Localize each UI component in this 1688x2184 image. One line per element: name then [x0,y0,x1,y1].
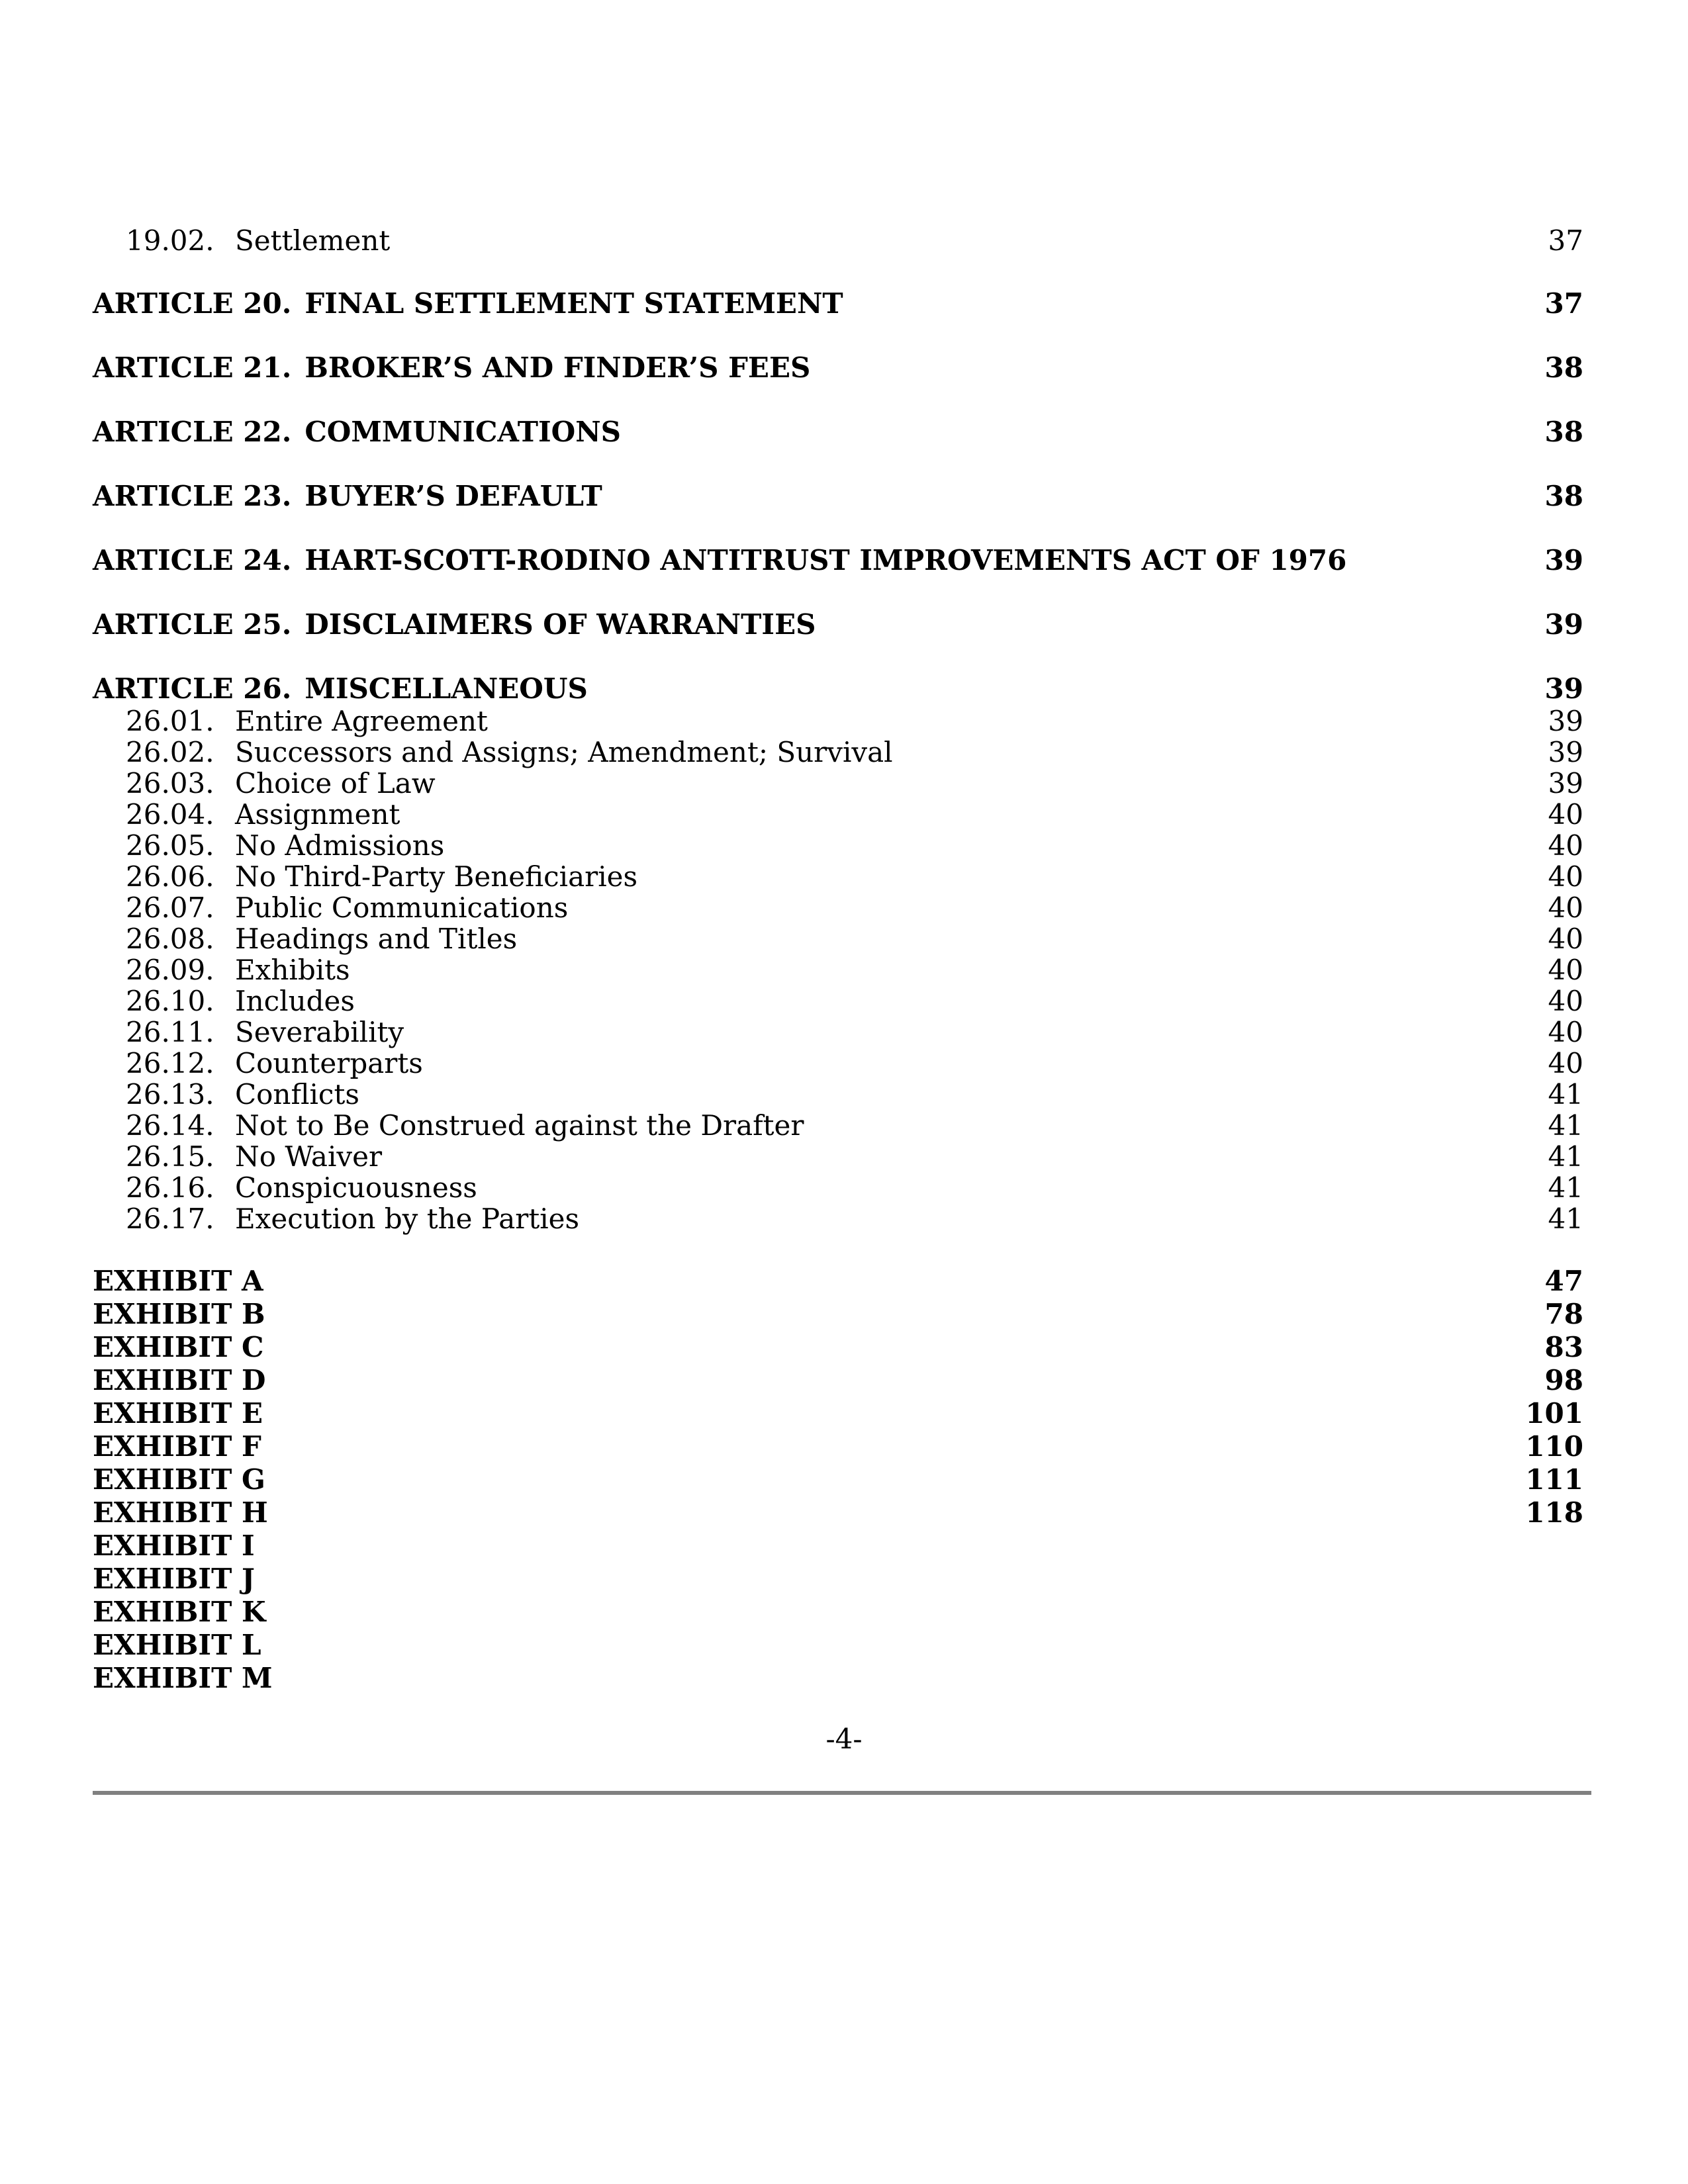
toc-entry-page: 38 [1544,351,1583,384]
toc-spacer [93,256,1583,287]
toc-entry-title: MISCELLANEOUS [305,672,588,705]
toc-entry-title: EXHIBIT H [93,1496,268,1529]
toc-exhibit-entry[interactable] [93,1331,1583,1364]
toc-entry-title: No Waiver [235,1140,383,1173]
toc-entry-title: EXHIBIT B [93,1298,265,1330]
toc-entry-title: Choice of Law [235,767,436,799]
toc-entry-page: 40 [1548,1047,1583,1079]
toc-section-entry[interactable] [93,954,1583,985]
toc-entry-title: EXHIBIT L [93,1629,261,1661]
toc-entry-number: ARTICLE 21. [93,351,292,384]
toc-entry-title: EXHIBIT F [93,1430,261,1463]
toc-entry-title: Conflicts [235,1078,359,1111]
toc-entry-number: ARTICLE 22. [93,416,292,448]
toc-entry-page: 78 [1544,1298,1583,1330]
toc-entry-number: 26.14. [126,1109,214,1142]
toc-entry-title: Headings and Titles [235,923,518,955]
toc-section-entry[interactable] [93,1017,1583,1048]
toc-spacer [93,641,1583,672]
toc-article-entry[interactable] [93,608,1583,641]
toc-entry-page: 40 [1548,985,1583,1017]
toc-exhibit-entry[interactable] [93,1529,1583,1563]
toc-entry-page: 39 [1544,544,1583,576]
toc-section-entry[interactable] [93,1110,1583,1141]
toc-entry-page: 118 [1525,1496,1583,1529]
table-of-contents [93,225,1583,1695]
toc-entry-page: 40 [1548,923,1583,955]
toc-entry-title: Successors and Assigns; Amendment; Survival [235,736,893,768]
toc-entry-title: No Admissions [235,829,445,862]
toc-article-entry[interactable] [93,543,1583,577]
toc-entry-page: 41 [1548,1140,1583,1173]
toc-entry-page: 47 [1544,1265,1583,1297]
toc-entry-title: Entire Agreement [235,705,488,737]
toc-entry-title: COMMUNICATIONS [305,416,621,448]
toc-entry-number: 26.06. [126,860,214,893]
toc-entry-title: Includes [235,985,355,1017]
toc-entry-title: Not to Be Construed against the Drafter [235,1109,804,1142]
toc-entry-number: ARTICLE 23. [93,480,292,512]
footer-rule [93,1791,1591,1795]
toc-exhibit-entry[interactable] [93,1596,1583,1629]
toc-section-entry[interactable] [93,985,1583,1017]
toc-entry-number: ARTICLE 20. [93,287,292,320]
toc-entry-title: EXHIBIT E [93,1397,263,1430]
toc-article-entry[interactable] [93,672,1583,705]
toc-entry-page: 111 [1525,1463,1583,1496]
toc-exhibit-entry[interactable] [93,1496,1583,1529]
toc-entry-number: ARTICLE 24. [93,544,292,576]
toc-entry-title: EXHIBIT I [93,1529,255,1562]
toc-exhibit-entry[interactable] [93,1629,1583,1662]
toc-entry-title: EXHIBIT D [93,1364,266,1396]
toc-section-entry[interactable] [93,1172,1583,1203]
toc-section-entry[interactable] [93,799,1583,830]
toc-entry-page: 83 [1544,1331,1583,1363]
toc-section-entry[interactable] [93,1141,1583,1172]
toc-entry-page: 40 [1548,860,1583,893]
toc-entry-title: Assignment [235,798,400,831]
toc-entry-title: Settlement [235,224,391,257]
toc-entry-title: Counterparts [235,1047,423,1079]
toc-entry-page: 41 [1548,1171,1583,1204]
toc-entry-number: 26.05. [126,829,214,862]
toc-entry-title: DISCLAIMERS OF WARRANTIES [305,608,816,641]
toc-entry-page: 40 [1548,954,1583,986]
toc-section-entry[interactable] [93,705,1583,737]
toc-exhibit-entry[interactable] [93,1563,1583,1596]
toc-spacer [93,449,1583,479]
toc-entry-page: 38 [1544,480,1583,512]
toc-entry-page: 39 [1548,736,1583,768]
toc-entry-number: 26.11. [126,1016,214,1048]
toc-entry-title: EXHIBIT M [93,1662,273,1694]
toc-entry-title: Conspicuousness [235,1171,477,1204]
toc-exhibit-entry[interactable] [93,1298,1583,1331]
toc-entry-number: 26.12. [126,1047,214,1079]
toc-entry-page: 39 [1544,608,1583,641]
toc-entry-page: 41 [1548,1109,1583,1142]
toc-article-entry[interactable] [93,415,1583,449]
toc-entry-number: ARTICLE 26. [93,672,292,705]
toc-section-entry[interactable] [93,892,1583,923]
toc-entry-title: EXHIBIT C [93,1331,264,1363]
toc-entry-number: 26.08. [126,923,214,955]
toc-entry-title: EXHIBIT G [93,1463,265,1496]
toc-exhibit-entry[interactable] [93,1364,1583,1397]
toc-spacer [93,1234,1583,1265]
toc-section-entry[interactable] [93,830,1583,861]
toc-exhibit-entry[interactable] [93,1265,1583,1298]
toc-article-entry[interactable] [93,479,1583,513]
toc-section-entry[interactable] [93,1079,1583,1110]
toc-entry-title: EXHIBIT J [93,1563,255,1595]
toc-entry-number: 26.01. [126,705,214,737]
toc-entry-page: 37 [1544,287,1583,320]
toc-section-entry[interactable] [93,768,1583,799]
toc-spacer [93,577,1583,608]
toc-section-entry[interactable] [93,861,1583,892]
toc-entry-number: 19.02. [126,224,214,257]
toc-entry-title: Execution by the Parties [235,1203,580,1235]
toc-entry-title: HART-SCOTT-RODINO ANTITRUST IMPROVEMENTS ACT OF 1976 [305,544,1347,576]
toc-entry-page: 110 [1525,1430,1583,1463]
toc-entry-page: 39 [1548,705,1583,737]
toc-entry-page: 98 [1544,1364,1583,1396]
toc-entry-number: 26.10. [126,985,214,1017]
toc-article-entry[interactable] [93,287,1583,320]
toc-entry-page: 41 [1548,1203,1583,1235]
toc-entry-page: 41 [1548,1078,1583,1111]
toc-entry-number: 26.15. [126,1140,214,1173]
toc-exhibit-entry[interactable] [93,1463,1583,1496]
toc-entry-number: 26.09. [126,954,214,986]
toc-entry-page: 39 [1544,672,1583,705]
toc-entry-number: ARTICLE 25. [93,608,292,641]
toc-section-entry[interactable] [93,1203,1583,1234]
toc-entry-title: Public Communications [235,891,569,924]
toc-entry-number: 26.13. [126,1078,214,1111]
toc-exhibit-entry[interactable] [93,1662,1583,1695]
toc-section-entry[interactable] [93,225,1583,256]
toc-entry-title: Exhibits [235,954,350,986]
toc-spacer [93,513,1583,543]
toc-entry-number: 26.16. [126,1171,214,1204]
toc-entry-title: EXHIBIT A [93,1265,263,1297]
toc-entry-number: 26.04. [126,798,214,831]
toc-entry-title: BUYER’S DEFAULT [305,480,602,512]
toc-entry-title: No Third-Party Beneficiaries [235,860,638,893]
page-number: -4- [825,1723,863,1755]
toc-entry-page: 40 [1548,891,1583,924]
toc-entry-title: EXHIBIT K [93,1596,266,1628]
toc-section-entry[interactable] [93,737,1583,768]
toc-entry-page: 38 [1544,416,1583,448]
toc-section-entry[interactable] [93,923,1583,954]
toc-entry-number: 26.17. [126,1203,214,1235]
toc-entry-page: 40 [1548,1016,1583,1048]
toc-entry-page: 39 [1548,767,1583,799]
toc-entry-page: 37 [1548,224,1583,257]
toc-entry-number: 26.07. [126,891,214,924]
toc-spacer [93,385,1583,415]
toc-exhibit-entry[interactable] [93,1430,1583,1463]
toc-entry-number: 26.02. [126,736,214,768]
toc-entry-title: BROKER’S AND FINDER’S FEES [305,351,811,384]
toc-exhibit-entry[interactable] [93,1397,1583,1430]
toc-entry-title: Severability [235,1016,404,1048]
toc-entry-page: 40 [1548,798,1583,831]
toc-entry-title: FINAL SETTLEMENT STATEMENT [305,287,843,320]
toc-entry-page: 40 [1548,829,1583,862]
toc-spacer [93,320,1583,351]
toc-entry-number: 26.03. [126,767,214,799]
toc-entry-page: 101 [1525,1397,1583,1430]
toc-section-entry[interactable] [93,1048,1583,1079]
toc-article-entry[interactable] [93,351,1583,385]
